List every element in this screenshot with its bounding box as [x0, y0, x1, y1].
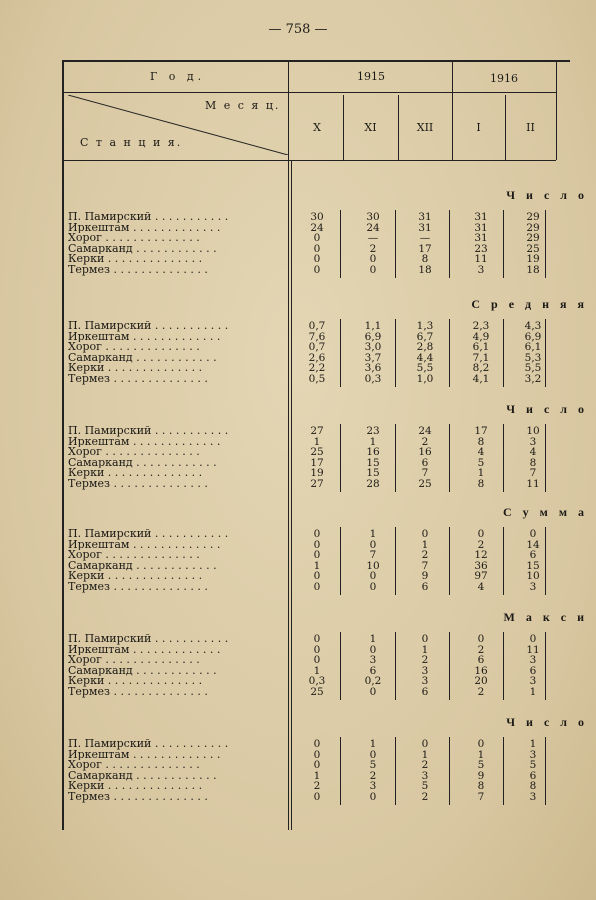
station-list: [68, 529, 283, 593]
table-cell: 2: [421, 435, 429, 448]
table-cell: 16: [366, 446, 380, 459]
table-cell: 0: [313, 791, 321, 803]
station-list: [68, 739, 283, 803]
table-cell: 8: [477, 478, 485, 490]
station-name: Самарканд . . . . . . . . . . . .: [68, 352, 217, 364]
table-cell: 31: [474, 221, 488, 234]
value-column-separator: [449, 632, 450, 700]
table-cell: 8: [421, 253, 429, 266]
table-cell: 6,1: [472, 341, 490, 354]
table-cell: 1: [421, 643, 429, 656]
table-cell: 0: [369, 570, 377, 583]
table-cell: 6: [369, 664, 377, 677]
table-cell: 5,3: [524, 351, 542, 364]
table-cell: 0: [477, 633, 485, 645]
station-name: Термез . . . . . . . . . . . . . .: [68, 264, 208, 276]
section-title: М а к с и: [503, 610, 588, 624]
table-cell: 0: [369, 264, 377, 276]
table-cell: 17: [310, 456, 324, 469]
table-cell: 4: [529, 446, 537, 459]
table-cell: 0: [313, 253, 321, 266]
table-cell: 3: [529, 435, 537, 448]
table-cell: 2,8: [416, 341, 434, 354]
month-x: X: [313, 121, 321, 134]
table-cell: 1: [421, 538, 429, 551]
table-cell: 1: [313, 664, 321, 677]
table-cell: 5: [477, 456, 485, 469]
value-column-separator: [395, 319, 396, 387]
table-cell: 6: [529, 549, 537, 562]
table-cell: 31: [474, 211, 488, 223]
value-column-separator: [340, 424, 341, 492]
station-list: [68, 321, 283, 385]
section-title: С р е д н я я: [471, 297, 588, 311]
station-name: Иркештам . . . . . . . . . . . . .: [68, 222, 221, 234]
table-cell: 4: [477, 581, 485, 593]
table-cell: 0: [313, 232, 321, 245]
value-column-separator: [395, 424, 396, 492]
table-cell: 9: [421, 570, 429, 583]
table-cell: 1,3: [416, 320, 434, 332]
table-cell: 9: [477, 769, 485, 782]
section-title: Ч и с л о: [506, 188, 588, 202]
table-cell: 11: [474, 253, 488, 266]
table-cell: 3: [421, 664, 429, 677]
table-cell: 30: [366, 211, 380, 223]
year-1915: 1915: [357, 70, 385, 83]
table-cell: 15: [366, 467, 380, 480]
table-cell: 3,2: [524, 373, 542, 385]
table-cell: 0: [313, 759, 321, 772]
table-cell: 24: [310, 221, 324, 234]
station-name: Керки . . . . . . . . . . . . . .: [68, 676, 203, 687]
table-cell: 2: [421, 549, 429, 562]
table-cell: 7: [421, 559, 429, 572]
table-cell: 4,3: [524, 320, 542, 332]
table-cell: 5: [369, 759, 377, 772]
table-cell: 7,1: [472, 351, 490, 364]
station-name: П. Памирский . . . . . . . . . . .: [68, 426, 229, 437]
table-cell: 25: [418, 478, 432, 490]
station-name: Самарканд . . . . . . . . . . . .: [68, 243, 217, 255]
table-cell: 97: [474, 570, 488, 583]
station-name: Хорог . . . . . . . . . . . . . .: [68, 342, 200, 353]
table-cell: 2: [313, 780, 321, 793]
section-title: Ч и с л о: [506, 402, 588, 416]
station-name: Самарканд . . . . . . . . . . . .: [68, 665, 217, 677]
table-cell: 30: [310, 211, 324, 223]
value-column-separator: [503, 632, 504, 700]
table-cell: 6: [421, 581, 429, 593]
station-name: Керки . . . . . . . . . . . . . .: [68, 468, 203, 479]
table-cell: 0: [313, 549, 321, 562]
table-cell: 2: [477, 643, 485, 656]
station-name: Керки . . . . . . . . . . . . . .: [68, 571, 203, 582]
table-cell: 0: [313, 738, 321, 750]
table-cell: 3: [529, 581, 537, 593]
station-name: Иркештам . . . . . . . . . . . . .: [68, 539, 221, 551]
station-name: Иркештам . . . . . . . . . . . . .: [68, 749, 221, 761]
table-cell: 2: [477, 686, 485, 698]
table-cell: 1: [529, 686, 537, 698]
table-cell: 3: [477, 264, 485, 276]
value-column-separator: [503, 210, 504, 278]
table-cell: 2,2: [308, 362, 326, 375]
table-cell: 0,3: [364, 373, 382, 385]
table-cell: 0: [313, 570, 321, 583]
table-left-border: [62, 60, 64, 830]
table-cell: 3: [421, 675, 429, 688]
table-cell: 0: [313, 538, 321, 551]
table-cell: 6: [421, 456, 429, 469]
table-cell: 11: [526, 643, 540, 656]
table-cell: 7,6: [308, 330, 326, 343]
table-cell: 25: [310, 686, 324, 698]
table-cell: 6,9: [524, 330, 542, 343]
value-column-separator: [395, 737, 396, 805]
table-cell: 7: [529, 467, 537, 480]
header-bottom-border: [64, 160, 556, 161]
table-cell: 11: [526, 478, 540, 490]
station-name: П. Памирский . . . . . . . . . . .: [68, 739, 229, 750]
table-cell: 18: [526, 264, 540, 276]
table-cell: 1,0: [416, 373, 434, 385]
column-divider-stations: [288, 60, 289, 830]
table-cell: 23: [474, 242, 488, 255]
table-cell: 19: [310, 467, 324, 480]
table-cell: 0: [313, 633, 321, 645]
table-cell: 3,0: [364, 341, 382, 354]
table-cell: 0: [421, 738, 429, 750]
table-cell: 4,1: [472, 373, 490, 385]
table-cell: 19: [526, 253, 540, 266]
value-column-separator: [395, 632, 396, 700]
table-cell: 2: [421, 791, 429, 803]
table-cell: 0: [369, 686, 377, 698]
station-name: Термез . . . . . . . . . . . . . .: [68, 686, 208, 698]
table-cell: 5: [477, 759, 485, 772]
table-cell: 0: [369, 643, 377, 656]
value-column-separator: [340, 210, 341, 278]
station-name: Термез . . . . . . . . . . . . . .: [68, 373, 208, 385]
table-cell: 7: [421, 467, 429, 480]
station-name: Самарканд . . . . . . . . . . . .: [68, 770, 217, 782]
table-cell: 3: [421, 769, 429, 782]
table-cell: 0: [421, 528, 429, 540]
table-cell: 7: [369, 549, 377, 562]
table-cell: 31: [418, 221, 432, 234]
table-cell: 0,2: [364, 675, 382, 688]
table-cell: 29: [526, 221, 540, 234]
table-cell: 1: [369, 435, 377, 448]
table-cell: 4,4: [416, 351, 434, 364]
station-name: Хорог . . . . . . . . . . . . . .: [68, 655, 200, 666]
table-cell: 14: [526, 538, 540, 551]
month-ii: II: [526, 121, 535, 134]
station-name: Самарканд . . . . . . . . . . . .: [68, 457, 217, 469]
table-cell: —: [367, 232, 379, 245]
month-i: I: [476, 121, 481, 134]
table-cell: 17: [418, 242, 432, 255]
station-name: Хорог . . . . . . . . . . . . . .: [68, 233, 200, 244]
table-cell: 1: [313, 769, 321, 782]
table-top-border: [62, 60, 570, 62]
table-cell: 1: [313, 559, 321, 572]
station-name: Термез . . . . . . . . . . . . . .: [68, 478, 208, 490]
table-cell: 0: [313, 643, 321, 656]
table-cell: 2: [477, 538, 485, 551]
table-cell: 2: [421, 654, 429, 667]
table-cell: 31: [418, 211, 432, 223]
station-name: П. Памирский . . . . . . . . . . .: [68, 321, 229, 332]
table-cell: 28: [366, 478, 380, 490]
table-cell: 5: [421, 780, 429, 793]
table-cell: 0: [477, 738, 485, 750]
table-cell: 8: [529, 456, 537, 469]
table-cell: 5,5: [524, 362, 542, 375]
station-name: Термез . . . . . . . . . . . . . .: [68, 581, 208, 593]
table-cell: 10: [366, 559, 380, 572]
month-header-label: М е с я ц.: [205, 99, 281, 112]
table-cell: 0: [313, 581, 321, 593]
table-cell: 16: [418, 446, 432, 459]
header-mid-border: [64, 92, 556, 93]
value-column-separator: [503, 737, 504, 805]
station-name: Керки . . . . . . . . . . . . . .: [68, 363, 203, 374]
station-name: Керки . . . . . . . . . . . . . .: [68, 254, 203, 265]
value-column-separator: [503, 527, 504, 595]
table-cell: 24: [366, 221, 380, 234]
table-cell: 2: [369, 769, 377, 782]
table-cell: 6: [529, 769, 537, 782]
table-cell: 15: [366, 456, 380, 469]
table-cell: 0,7: [308, 320, 326, 332]
table-cell: 8: [477, 780, 485, 793]
table-cell: 25: [310, 446, 324, 459]
value-column-separator: [449, 424, 450, 492]
table-cell: 25: [526, 242, 540, 255]
table-cell: 3: [529, 791, 537, 803]
station-name: Самарканд . . . . . . . . . . . .: [68, 560, 217, 572]
year-1916: 1916: [490, 72, 518, 85]
table-cell: 0,3: [308, 675, 326, 688]
value-column-separator: [395, 210, 396, 278]
table-cell: 1: [369, 633, 377, 645]
table-cell: 3,7: [364, 351, 382, 364]
page-number: — 758 —: [268, 22, 328, 37]
value-column-separator: [395, 527, 396, 595]
table-cell: 0: [477, 528, 485, 540]
value-column-separator: [340, 319, 341, 387]
table-cell: 3: [369, 654, 377, 667]
table-cell: 1: [369, 528, 377, 540]
column-divider-stations-double: [291, 160, 292, 830]
table-cell: 10: [526, 425, 540, 437]
section-title: С у м м а: [502, 505, 588, 519]
value-column-separator: [340, 737, 341, 805]
station-list: [68, 634, 283, 698]
table-cell: 10: [526, 570, 540, 583]
table-cell: 0: [529, 633, 537, 645]
station-name: Иркештам . . . . . . . . . . . . .: [68, 331, 221, 343]
station-name: Иркештам . . . . . . . . . . . . .: [68, 644, 221, 656]
table-cell: 16: [474, 664, 488, 677]
table-cell: 12: [474, 549, 488, 562]
station-name: П. Памирский . . . . . . . . . . .: [68, 634, 229, 645]
table-cell: 5,5: [416, 362, 434, 375]
table-cell: 0: [369, 253, 377, 266]
table-cell: 0: [313, 264, 321, 276]
table-cell: 0,5: [308, 373, 326, 385]
table-cell: 1: [313, 435, 321, 448]
table-cell: 1,1: [364, 320, 382, 332]
table-cell: 6: [421, 686, 429, 698]
table-cell: 3: [529, 654, 537, 667]
table-cell: 1: [421, 748, 429, 761]
table-cell: 6,9: [364, 330, 382, 343]
table-cell: 2: [421, 759, 429, 772]
station-name: Хорог . . . . . . . . . . . . . .: [68, 550, 200, 561]
table-cell: 5: [529, 759, 537, 772]
table-cell: 0,7: [308, 341, 326, 354]
table-cell: 0: [313, 242, 321, 255]
table-cell: 0: [421, 633, 429, 645]
table-cell: 20: [474, 675, 488, 688]
year-header-label: Г о д.: [150, 70, 206, 83]
table-cell: 31: [474, 232, 488, 245]
table-cell: 6: [477, 654, 485, 667]
table-cell: 6,1: [524, 341, 542, 354]
table-cell: 0: [313, 748, 321, 761]
station-list: [68, 212, 283, 276]
table-cell: 1: [477, 748, 485, 761]
station-name: Хорог . . . . . . . . . . . . . .: [68, 447, 200, 458]
table-cell: 29: [526, 232, 540, 245]
value-column-separator: [340, 632, 341, 700]
value-column-separator: [449, 210, 450, 278]
station-name: П. Памирский . . . . . . . . . . .: [68, 529, 229, 540]
table-cell: 1: [529, 738, 537, 750]
station-name: П. Памирский . . . . . . . . . . .: [68, 212, 229, 223]
table-cell: 8,2: [472, 362, 490, 375]
station-list: [68, 426, 283, 490]
table-cell: 0: [313, 528, 321, 540]
section-title: Ч и с л о: [506, 715, 588, 729]
value-column-separator: [449, 319, 450, 387]
value-column-separator: [340, 527, 341, 595]
table-cell: 8: [477, 435, 485, 448]
month-xi: XI: [364, 121, 377, 134]
table-cell: 6,7: [416, 330, 434, 343]
value-column-separator: [503, 319, 504, 387]
table-cell: 15: [526, 559, 540, 572]
table-cell: 2,3: [472, 320, 490, 332]
station-name: Керки . . . . . . . . . . . . . .: [68, 781, 203, 792]
table-cell: 18: [418, 264, 432, 276]
value-column-separator: [449, 527, 450, 595]
table-cell: 0: [369, 538, 377, 551]
table-cell: 0: [529, 528, 537, 540]
station-name: Хорог . . . . . . . . . . . . . .: [68, 760, 200, 771]
table-cell: 23: [366, 425, 380, 437]
table-cell: 3,6: [364, 362, 382, 375]
table-cell: 1: [477, 467, 485, 480]
table-cell: 27: [310, 425, 324, 437]
month-xii: XII: [416, 121, 434, 134]
table-cell: 2,6: [308, 351, 326, 364]
table-right-border: [556, 60, 557, 160]
table-cell: 1: [369, 738, 377, 750]
table-cell: 0: [369, 791, 377, 803]
table-cell: 0: [313, 654, 321, 667]
table-cell: 3: [529, 748, 537, 761]
value-column-separator: [503, 424, 504, 492]
table-cell: 4: [477, 446, 485, 459]
table-cell: 3: [369, 780, 377, 793]
table-cell: 6: [529, 664, 537, 677]
table-cell: 2: [369, 242, 377, 255]
table-cell: 7: [477, 791, 485, 803]
table-cell: 8: [529, 780, 537, 793]
table-cell: 0: [369, 748, 377, 761]
table-cell: 36: [474, 559, 488, 572]
table-cell: 3: [529, 675, 537, 688]
table-cell: 24: [418, 425, 432, 437]
table-cell: 29: [526, 211, 540, 223]
station-name: Иркештам . . . . . . . . . . . . .: [68, 436, 221, 448]
station-header-label: С т а н ц и я.: [80, 136, 183, 149]
table-cell: 0: [369, 581, 377, 593]
table-cell: 4,9: [472, 330, 490, 343]
table-cell: —: [419, 232, 431, 245]
table-cell: 27: [310, 478, 324, 490]
value-column-separator: [449, 737, 450, 805]
table-cell: 17: [474, 425, 488, 437]
station-name: Термез . . . . . . . . . . . . . .: [68, 791, 208, 803]
